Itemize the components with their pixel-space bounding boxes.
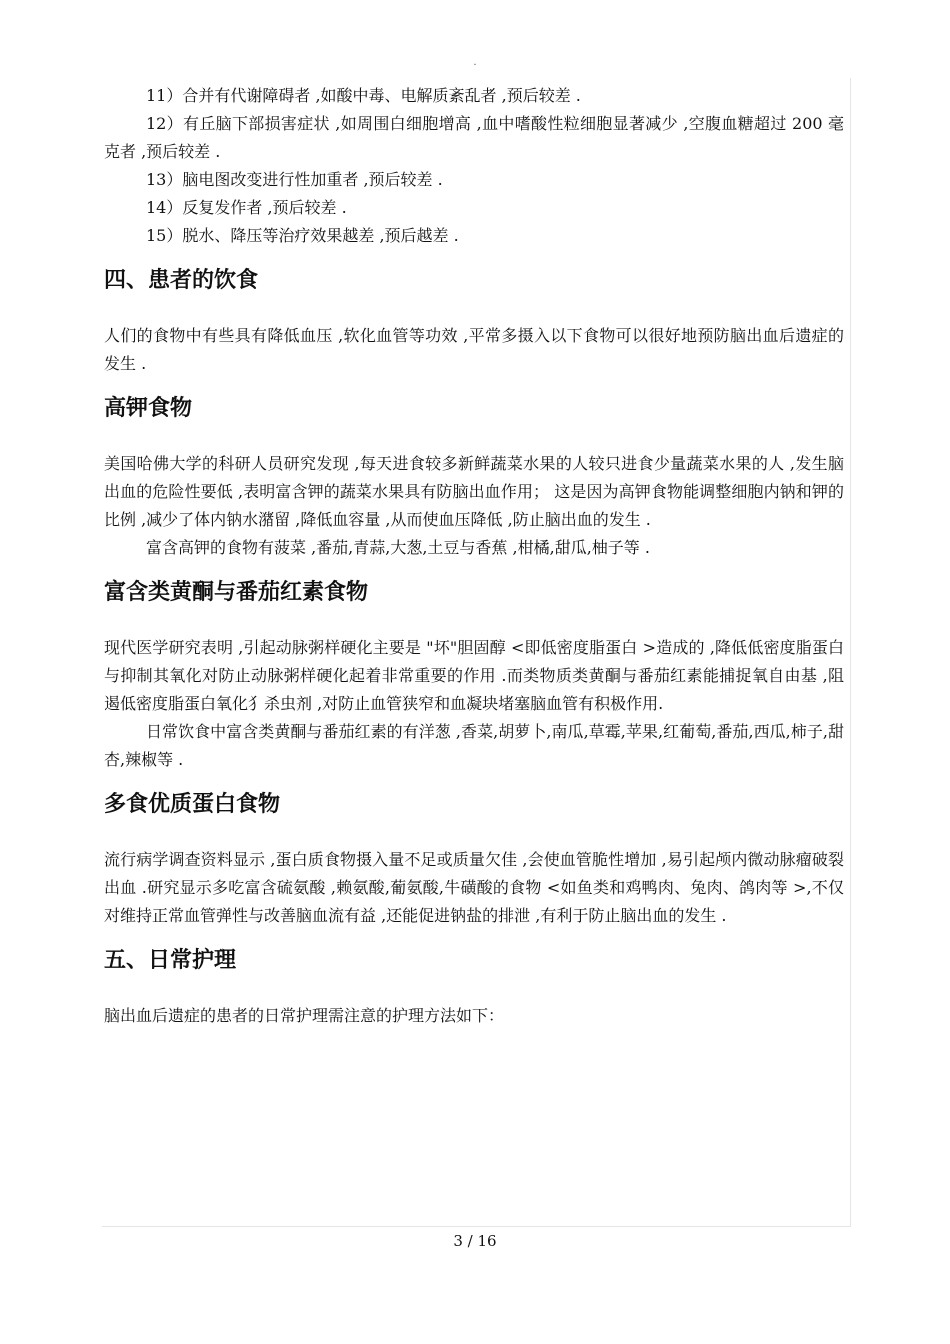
- section-heading: 富含类黄酮与番茄红素食物: [104, 580, 369, 605]
- section-diet: [104, 250, 844, 378]
- paragraph: 日常饮食中富含类黄酮与番茄红素的有洋葱 ,香菜,胡萝卜,南瓜,草霉,苹果,红葡萄,番茄,西瓜,柿子,甜杏,辣椒等 .: [104, 722, 844, 769]
- section-high-potassium: [104, 378, 844, 562]
- list-item: 11）合并有代谢障碍者 ,如酸中毒、电解质紊乱者 ,预后较差 .: [146, 86, 581, 105]
- page-number: 3 / 16: [453, 1232, 497, 1250]
- paragraph: 人们的食物中有些具有降低血压 ,软化血管等功效 ,平常多摄入以下食物可以很好地预防脑出血后遗症的发生 .: [104, 326, 844, 373]
- document-body: [104, 82, 844, 1030]
- section-heading: 四、患者的饮食: [104, 268, 259, 293]
- header-mark: .: [473, 57, 477, 68]
- paragraph: 脑出血后遗症的患者的日常护理需注意的护理方法如下：: [104, 1006, 505, 1025]
- list-item: 14）反复发作者 ,预后较差 .: [146, 198, 347, 217]
- paragraph: 美国哈佛大学的科研人员研究发现 ,每天进食较多新鲜蔬菜水果的人较只进食少量蔬菜水果的人 ,发生脑出血的危险性要低 ,表明富含钾的蔬菜水果具有防脑出血作用； 这是因为高钾食物能调整细胞内钠和钾的比例 ,减少了体内钠水潴留 ,降低血容量 ,从而使血压降低 ,防止脑出血的发生 .: [104, 454, 844, 529]
- section-heading: 多食优质蛋白食物: [104, 792, 281, 817]
- section-daily-care: [104, 930, 844, 1030]
- section-heading: 五、日常护理: [104, 948, 237, 973]
- section-heading: 高钾食物: [104, 396, 193, 421]
- prognosis-list: [104, 82, 844, 250]
- list-item: 13）脑电图改变进行性加重者 ,预后较差 .: [146, 170, 443, 189]
- section-protein: [104, 774, 844, 930]
- list-item: 12）有丘脑下部损害症状 ,如周围白细胞增高 ,血中嗜酸性粒细胞显著减少 ,空腹血糖超过 200 毫克者 ,预后较差 .: [104, 114, 844, 161]
- paragraph: 富含高钾的食物有菠菜 ,番茄,青蒜,大葱,土豆与香蕉 ,柑橘,甜瓜,柚子等 .: [146, 538, 650, 557]
- list-item: 15）脱水、降压等治疗效果越差 ,预后越差 .: [146, 226, 459, 245]
- paragraph: 现代医学研究表明 ,引起动脉粥样硬化主要是 "坏"胆固醇 <即低密度脂蛋白 >造成的 ,降低低密度脂蛋白与抑制其氧化对防止动脉粥样硬化起着非常重要的作用 .而类物质类黄酮与番茄红素能捕捉氧自由基 ,阻遏低密度脂蛋白氧化犭杀虫剂 ,对防止血管狭窄和血凝块堵塞脑血管有积极作用.: [104, 638, 844, 713]
- section-flavonoid: [104, 562, 844, 774]
- paragraph: 流行病学调查资料显示 ,蛋白质食物摄入量不足或质量欠佳 ,会使血管脆性增加 ,易引起颅内微动脉瘤破裂出血 .研究显示多吃富含硫氨酸 ,赖氨酸,葡氨酸,牛磺酸的食物 <如鱼类和鸡鸭肉、兔肉、鸽肉等 >,不仅对维持正常血管弹性与改善脑血流有益 ,还能促进钠盐的排泄 ,有利于防止脑出血的发生 .: [104, 850, 844, 925]
